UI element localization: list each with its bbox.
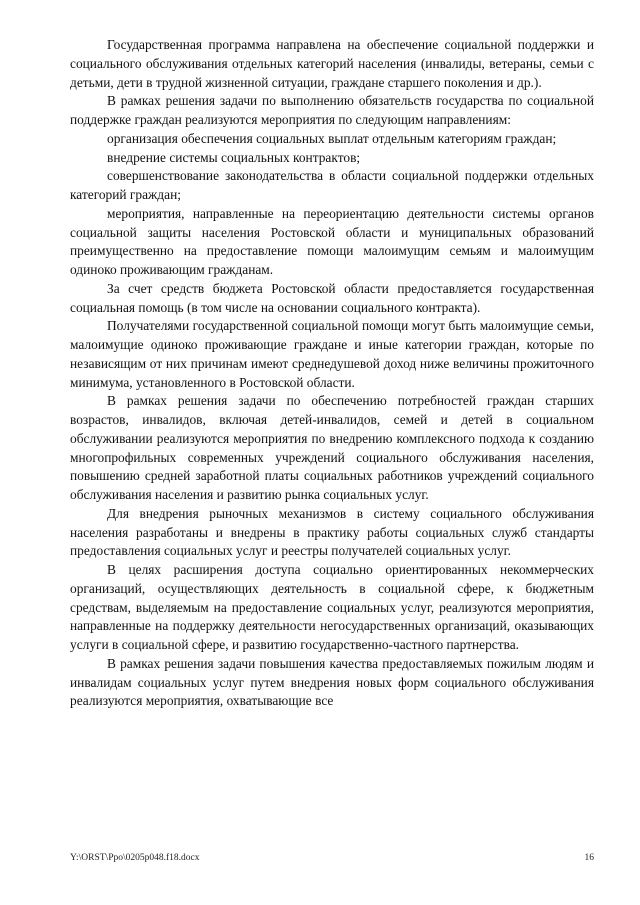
paragraph-recipients: Получателями государственной социальной помощи могут быть малоимущие семьи, малоимущие одиноко проживающие граждане и иные категории граждан, которые по независящим от них причинам имеют среднедушевой доход ниже величины прожиточного минимума, установленного в Ростовской области. <box>70 318 594 390</box>
page-number: 16 <box>584 853 594 863</box>
page-footer <box>70 853 594 867</box>
paragraph-nonprofit-access: В целях расширения доступа социально ориентированных некоммерческих организаций, осуществляющих деятельность в социальной сфере, к бюджетным средствам, выделяемым на предоставление социальных услуг, реализуются мероприятия, направленные на поддержку деятельности негосударственных организаций, оказывающих услуги в социальной сфере, и развитию государственно-частного партнерства. <box>70 562 594 652</box>
paragraph-regional-budget: За счет средств бюджета Ростовской области предоставляется государственная социальная помощь (в том числе на основании социального контракта). <box>70 280 594 315</box>
paragraph-market-mechanisms: Для внедрения рыночных механизмов в систему социального обслуживания населения разработаны и внедрены в практику работы социальных служб стандарты предоставления социальных услуг и реестры получателей социальных услуг. <box>70 505 594 559</box>
list-item-legislation: совершенствование законодательства в области социальной поддержки отдельных категорий граждан; <box>70 168 594 202</box>
list-item-social-payments: организация обеспечения социальных выплат отдельным категориям граждан; <box>107 130 557 146</box>
list-item-social-contracts: внедрение системы социальных контрактов; <box>107 149 361 165</box>
paragraph-elderly-needs: В рамках решения задачи по обеспечению потребностей граждан старших возрастов, инвалидов, включая детей-инвалидов, семей и детей в социальном обслуживании реализуются мероприятия по внедрению комплексного подхода к созданию многопрофильных современных учреждений социального обслуживания населения, повышению средней заработной платы социальных работников учреждений социального обслуживания населения и развитию рынка социальных услуг. <box>70 393 594 502</box>
document-body <box>70 36 594 711</box>
paragraph-state-obligations: В рамках решения задачи по выполнению обязательств государства по социальной поддержке граждан реализуются мероприятия по следующим направлениям: <box>70 93 594 127</box>
list-item-reorientation: мероприятия, направленные на переориентацию деятельности системы органов социальной защиты населения Ростовской области и муниципальных образований преимущественно на предоставление помощи малоимущим семьям и малоимущим одиноко проживающим гражданам. <box>70 205 594 277</box>
file-path: Y:\ORST\Ppo\0205p048.f18.docx <box>70 853 200 863</box>
paragraph-program-purpose: Государственная программа направлена на обеспечение социальной поддержки и социального обслуживания отдельных категорий населения (инвалиды, ветераны, семьи с детьми, дети в трудной жизненной ситуации, граждане старшего поколения и др.). <box>70 37 594 90</box>
paragraph-service-quality: В рамках решения задачи повышения качества предоставляемых пожилым людям и инвалидам социальных услуг путем внедрения новых форм социального обслуживания реализуются мероприятия, охватывающие все <box>70 655 594 709</box>
